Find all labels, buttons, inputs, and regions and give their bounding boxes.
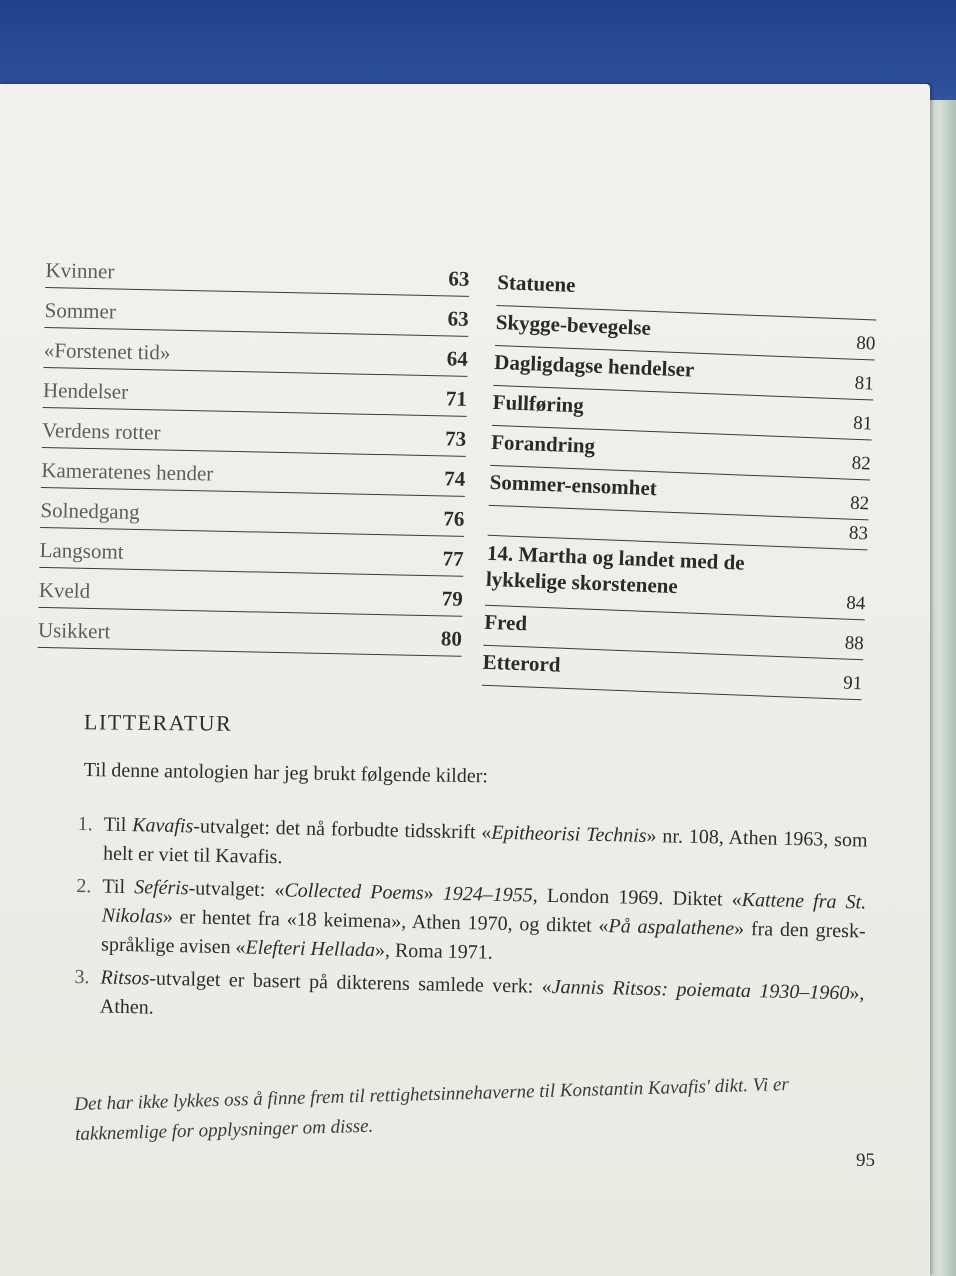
- toc-page: 91: [842, 672, 863, 695]
- reference-list: [73, 810, 867, 1041]
- toc-title: «Forstenet tid»: [43, 337, 171, 365]
- toc-page: 63: [448, 266, 470, 291]
- toc-page: 83: [848, 522, 869, 545]
- toc-page: 73: [444, 426, 467, 451]
- toc-title: Usikkert: [37, 617, 111, 644]
- toc-page: 71: [445, 386, 468, 411]
- toc-title: Kameratenes hender: [41, 457, 214, 486]
- reference-text: Ritsos-utvalget er basert på dikterens samlede verk: «Jannis Ritsos: poiemata 1930–1960», Athen.: [99, 966, 865, 1019]
- toc-page: 76: [443, 506, 465, 531]
- rights-note: Det har ikke lykkes oss å finne frem til rettighetsinnehaverne til Konstantin Kavafis' dikt. Vi er takknemlige for opplysninger om disse.: [74, 1074, 790, 1145]
- toc-title: Fred: [483, 609, 528, 636]
- reference-text: Til Kavafis-utvalget: det nå forbudte tidsskrift «Epitheorisi Technis» nr. 108, Athen 1963, som helt er viet til Kavafis.: [102, 813, 868, 869]
- toc-title: Sommer-ensomhet: [489, 469, 658, 501]
- toc-page: 80: [440, 626, 463, 651]
- reference-number: 3.: [74, 965, 90, 989]
- toc-page: 84: [845, 592, 866, 615]
- reference-number: 1.: [77, 812, 93, 836]
- toc-page: 88: [844, 632, 865, 655]
- toc-title: Sommer: [44, 297, 117, 324]
- toc-title: Forandring: [490, 429, 596, 458]
- toc-page: 63: [447, 306, 469, 331]
- toc-title: Langsomt: [39, 537, 124, 564]
- section-intro: Til denne antologien har jeg brukt følgende kilder:: [83, 758, 489, 788]
- toc-page: 81: [852, 412, 873, 435]
- page-number: 95: [856, 1150, 875, 1171]
- section-heading: LITTERATUR: [83, 709, 233, 736]
- toc-title: Kveld: [38, 577, 91, 603]
- toc-title: Dagligdagse hendelser: [493, 349, 695, 382]
- toc-title: 14. Martha og landet med de lykkelige skorstenene: [485, 540, 746, 599]
- toc-title: Etterord: [482, 649, 561, 677]
- toc-right-column: [482, 266, 878, 700]
- toc-title: Kvinner: [45, 257, 115, 284]
- toc-title: Verdens rotter: [41, 417, 161, 445]
- toc-title: Skygge-bevegelse: [495, 309, 652, 340]
- toc-title: Hendelser: [42, 377, 129, 404]
- toc-page: 82: [851, 452, 872, 475]
- reference-item: [74, 963, 865, 1038]
- reference-number: 2.: [76, 874, 92, 898]
- toc-page: 80: [855, 332, 876, 355]
- toc-page: 77: [442, 546, 464, 571]
- toc-title: Fullføring: [492, 389, 585, 418]
- toc-title: Solnedgang: [40, 497, 140, 525]
- toc-page: 64: [446, 346, 469, 371]
- toc-page: 74: [444, 466, 466, 491]
- reference-item: [75, 872, 867, 976]
- reference-text: Til Seféris-utvalget: «Collected Poems» 1924–1955, London 1969. Diktet «Kattene fra St. Nikolas» er hentet fra «18 keimena», Athen 1970, og diktet «På aspalathene» fra den gresk-språklige avisen «Elefteri Hellada», Roma 1971.: [100, 875, 867, 964]
- toc-page: 81: [854, 372, 875, 395]
- toc-left-column: [38, 248, 470, 657]
- toc-page: 82: [849, 492, 870, 515]
- toc-title: Statuene: [496, 269, 576, 297]
- toc-page: 79: [441, 586, 463, 611]
